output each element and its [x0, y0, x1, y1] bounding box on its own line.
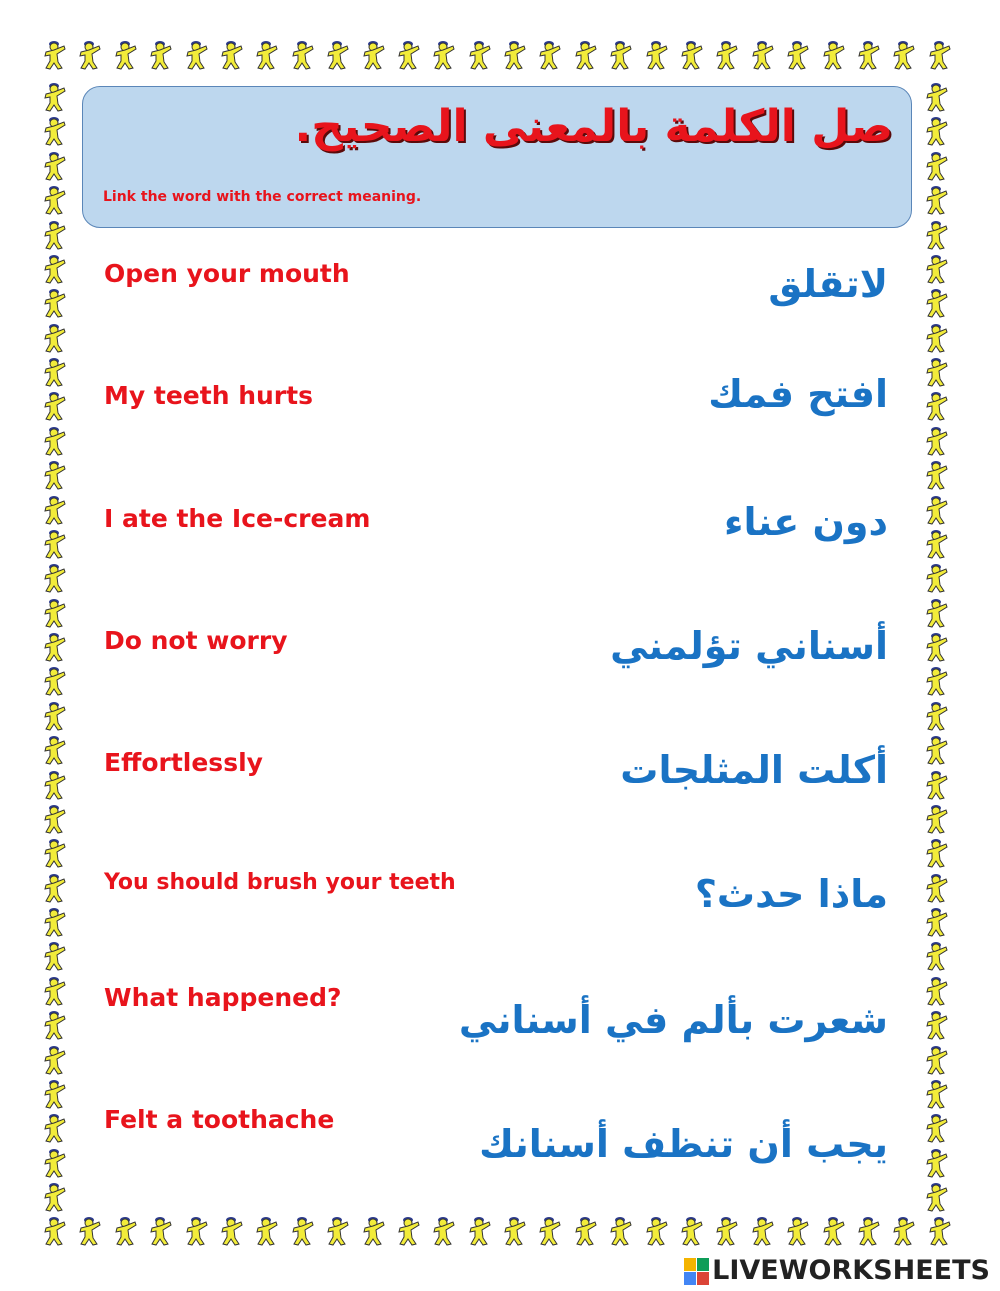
arabic-item-8[interactable]: يجب أن تنظف أسنانك	[479, 1122, 888, 1166]
cartoon-figure-icon	[40, 1180, 70, 1212]
instruction-subtitle: Link the word with the correct meaning.	[103, 189, 422, 205]
cartoon-figure-icon	[359, 1214, 389, 1246]
cartoon-figure-icon	[854, 1214, 884, 1246]
cartoon-figure-icon	[40, 836, 70, 868]
cartoon-figure-icon	[40, 458, 70, 490]
cartoon-figure-icon	[40, 664, 70, 696]
cartoon-figure-icon	[465, 1214, 495, 1246]
cartoon-figure-icon	[40, 939, 70, 971]
cartoon-figure-icon	[252, 1214, 282, 1246]
cartoon-figure-icon	[922, 1146, 952, 1178]
cartoon-figure-icon	[677, 38, 707, 70]
cartoon-figure-icon	[40, 630, 70, 662]
cartoon-figure-icon	[217, 1214, 247, 1246]
cartoon-figure-icon	[606, 1214, 636, 1246]
cartoon-figure-icon	[40, 252, 70, 284]
border-right	[922, 80, 958, 1212]
english-item-4[interactable]: Do not worry	[104, 626, 288, 655]
cartoon-figure-icon	[922, 458, 952, 490]
cartoon-figure-icon	[40, 286, 70, 318]
cartoon-figure-icon	[922, 424, 952, 456]
cartoon-figure-icon	[40, 389, 70, 421]
cartoon-figure-icon	[889, 1214, 919, 1246]
cartoon-figure-icon	[40, 1111, 70, 1143]
cartoon-figure-icon	[922, 493, 952, 525]
cartoon-figure-icon	[40, 561, 70, 593]
cartoon-figure-icon	[359, 38, 389, 70]
arabic-item-1[interactable]: لاتقلق	[768, 262, 888, 306]
cartoon-figure-icon	[922, 1077, 952, 1109]
cartoon-figure-icon	[922, 252, 952, 284]
cartoon-figure-icon	[922, 355, 952, 387]
cartoon-figure-icon	[922, 836, 952, 868]
border-top	[40, 38, 955, 78]
cartoon-figure-icon	[922, 389, 952, 421]
cartoon-figure-icon	[40, 1214, 70, 1246]
cartoon-figure-icon	[500, 1214, 530, 1246]
cartoon-figure-icon	[40, 38, 70, 70]
page-title: صل الكلمة بالمعنى الصحيح.	[294, 101, 893, 152]
cartoon-figure-icon	[925, 1214, 955, 1246]
cartoon-figure-icon	[40, 1077, 70, 1109]
cartoon-figure-icon	[40, 596, 70, 628]
cartoon-figure-icon	[40, 1043, 70, 1075]
cartoon-figure-icon	[75, 1214, 105, 1246]
cartoon-figure-icon	[922, 80, 952, 112]
cartoon-figure-icon	[922, 527, 952, 559]
cartoon-figure-icon	[429, 1214, 459, 1246]
arabic-item-3[interactable]: دون عناء	[724, 500, 888, 544]
cartoon-figure-icon	[394, 1214, 424, 1246]
cartoon-figure-icon	[922, 1111, 952, 1143]
cartoon-figure-icon	[922, 1180, 952, 1212]
cartoon-figure-icon	[922, 183, 952, 215]
english-item-7[interactable]: What happened?	[104, 983, 342, 1012]
cartoon-figure-icon	[642, 38, 672, 70]
cartoon-figure-icon	[252, 38, 282, 70]
english-item-8[interactable]: Felt a toothache	[104, 1105, 335, 1134]
arabic-item-5[interactable]: أكلت المثلجات	[620, 748, 888, 792]
cartoon-figure-icon	[394, 38, 424, 70]
logo-text: LIVEWORKSHEETS	[712, 1255, 990, 1286]
cartoon-figure-icon	[535, 1214, 565, 1246]
cartoon-figure-icon	[922, 149, 952, 181]
cartoon-figure-icon	[465, 38, 495, 70]
cartoon-figure-icon	[712, 1214, 742, 1246]
cartoon-figure-icon	[642, 1214, 672, 1246]
cartoon-figure-icon	[783, 38, 813, 70]
cartoon-figure-icon	[182, 38, 212, 70]
cartoon-figure-icon	[748, 38, 778, 70]
arabic-item-2[interactable]: افتح فمك	[708, 372, 888, 416]
cartoon-figure-icon	[40, 149, 70, 181]
cartoon-figure-icon	[922, 596, 952, 628]
cartoon-figure-icon	[571, 38, 601, 70]
instruction-header	[82, 86, 912, 228]
cartoon-figure-icon	[40, 80, 70, 112]
cartoon-figure-icon	[75, 38, 105, 70]
cartoon-figure-icon	[922, 802, 952, 834]
arabic-item-4[interactable]: أسناني تؤلمني	[610, 624, 888, 668]
cartoon-figure-icon	[500, 38, 530, 70]
cartoon-figure-icon	[40, 114, 70, 146]
cartoon-figure-icon	[606, 38, 636, 70]
arabic-item-7[interactable]: شعرت بألم في أسناني	[458, 998, 888, 1042]
cartoon-figure-icon	[40, 183, 70, 215]
cartoon-figure-icon	[922, 1008, 952, 1040]
english-item-2[interactable]: My teeth hurts	[104, 381, 313, 410]
cartoon-figure-icon	[40, 355, 70, 387]
cartoon-figure-icon	[819, 38, 849, 70]
cartoon-figure-icon	[40, 424, 70, 456]
logo-icon	[684, 1258, 708, 1284]
cartoon-figure-icon	[922, 321, 952, 353]
cartoon-figure-icon	[40, 321, 70, 353]
cartoon-figure-icon	[922, 768, 952, 800]
cartoon-figure-icon	[40, 802, 70, 834]
border-left	[40, 80, 76, 1212]
cartoon-figure-icon	[40, 1146, 70, 1178]
english-item-6[interactable]: You should brush your teeth	[104, 870, 456, 895]
cartoon-figure-icon	[40, 905, 70, 937]
liveworksheets-logo	[684, 1255, 990, 1286]
cartoon-figure-icon	[712, 38, 742, 70]
cartoon-figure-icon	[146, 1214, 176, 1246]
cartoon-figure-icon	[922, 664, 952, 696]
cartoon-figure-icon	[40, 1008, 70, 1040]
cartoon-figure-icon	[40, 493, 70, 525]
cartoon-figure-icon	[925, 38, 955, 70]
cartoon-figure-icon	[111, 1214, 141, 1246]
english-item-3[interactable]: I ate the Ice-cream	[104, 504, 371, 533]
arabic-item-6[interactable]: ماذا حدث؟	[694, 872, 888, 916]
cartoon-figure-icon	[323, 1214, 353, 1246]
cartoon-figure-icon	[854, 38, 884, 70]
cartoon-figure-icon	[40, 527, 70, 559]
cartoon-figure-icon	[429, 38, 459, 70]
cartoon-figure-icon	[922, 114, 952, 146]
cartoon-figure-icon	[922, 699, 952, 731]
cartoon-figure-icon	[922, 733, 952, 765]
cartoon-figure-icon	[922, 974, 952, 1006]
cartoon-figure-icon	[922, 939, 952, 971]
cartoon-figure-icon	[40, 733, 70, 765]
cartoon-figure-icon	[40, 218, 70, 250]
cartoon-figure-icon	[40, 871, 70, 903]
cartoon-figure-icon	[889, 38, 919, 70]
cartoon-figure-icon	[748, 1214, 778, 1246]
cartoon-figure-icon	[677, 1214, 707, 1246]
cartoon-figure-icon	[40, 699, 70, 731]
cartoon-figure-icon	[40, 768, 70, 800]
english-item-1[interactable]: Open your mouth	[104, 259, 350, 288]
cartoon-figure-icon	[922, 218, 952, 250]
cartoon-figure-icon	[819, 1214, 849, 1246]
english-item-5[interactable]: Effortlessly	[104, 748, 263, 777]
cartoon-figure-icon	[288, 38, 318, 70]
cartoon-figure-icon	[922, 561, 952, 593]
border-bottom	[40, 1214, 955, 1254]
cartoon-figure-icon	[783, 1214, 813, 1246]
cartoon-figure-icon	[146, 38, 176, 70]
cartoon-figure-icon	[535, 38, 565, 70]
cartoon-figure-icon	[217, 38, 247, 70]
cartoon-figure-icon	[922, 1043, 952, 1075]
cartoon-figure-icon	[323, 38, 353, 70]
cartoon-figure-icon	[182, 1214, 212, 1246]
cartoon-figure-icon	[40, 974, 70, 1006]
cartoon-figure-icon	[922, 286, 952, 318]
cartoon-figure-icon	[922, 905, 952, 937]
cartoon-figure-icon	[922, 630, 952, 662]
cartoon-figure-icon	[288, 1214, 318, 1246]
cartoon-figure-icon	[922, 871, 952, 903]
cartoon-figure-icon	[571, 1214, 601, 1246]
cartoon-figure-icon	[111, 38, 141, 70]
